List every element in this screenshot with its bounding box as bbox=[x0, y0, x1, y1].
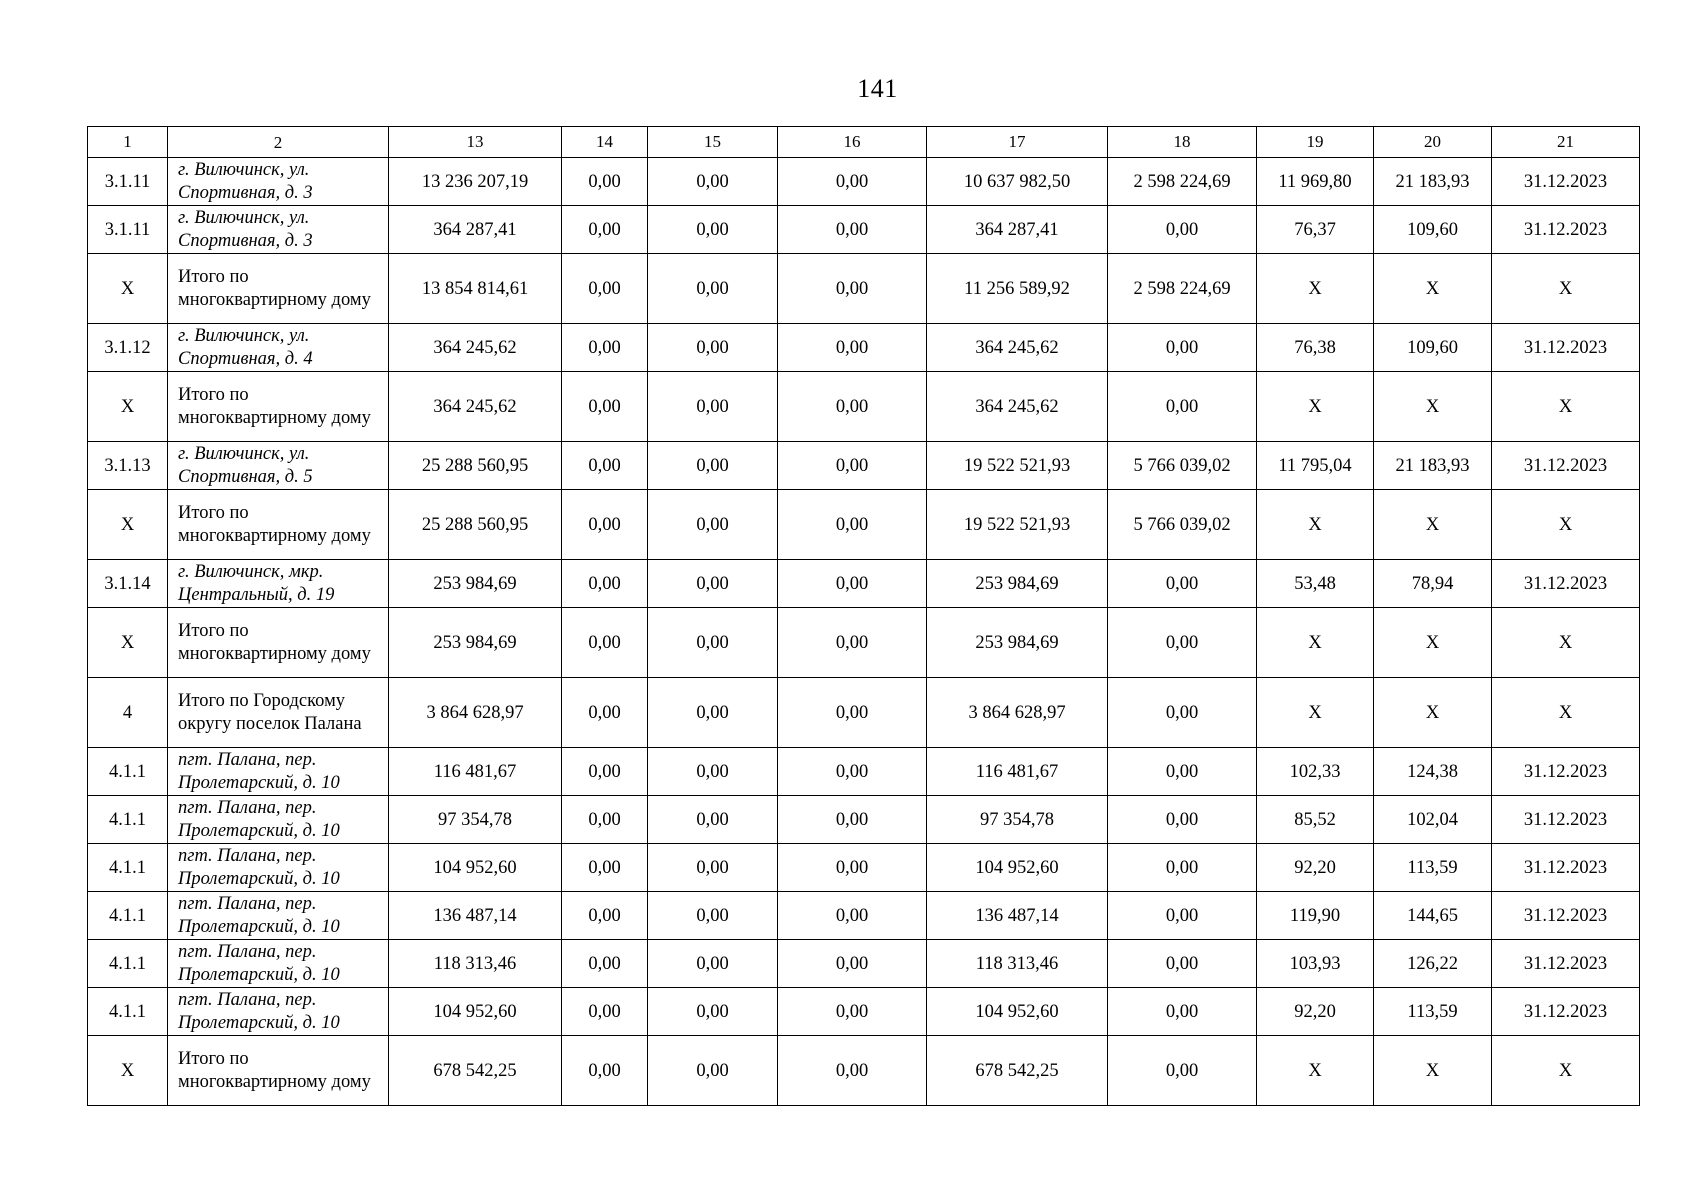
value-cell: 97 354,78 bbox=[927, 796, 1108, 844]
value-cell: 0,00 bbox=[778, 940, 927, 988]
value-cell: 0,00 bbox=[1108, 1036, 1257, 1106]
value-cell: 0,00 bbox=[562, 892, 648, 940]
address-cell: г. Вилючинск, ул. Спортивная, д. 3 bbox=[168, 206, 389, 254]
column-header: 14 bbox=[562, 127, 648, 158]
value-cell: 0,00 bbox=[778, 1036, 927, 1106]
value-cell: 102,33 bbox=[1257, 748, 1374, 796]
value-cell: 118 313,46 bbox=[389, 940, 562, 988]
value-cell: 0,00 bbox=[562, 940, 648, 988]
value-cell: 92,20 bbox=[1257, 988, 1374, 1036]
value-cell: 116 481,67 bbox=[927, 748, 1108, 796]
value-cell: X bbox=[1374, 608, 1492, 678]
value-cell: 0,00 bbox=[648, 796, 778, 844]
value-cell: 0,00 bbox=[778, 844, 927, 892]
value-cell: 31.12.2023 bbox=[1492, 844, 1640, 892]
value-cell: 97 354,78 bbox=[389, 796, 562, 844]
address-cell: пгт. Палана, пер. Пролетарский, д. 10 bbox=[168, 796, 389, 844]
total-row bbox=[88, 1036, 1640, 1106]
table-row bbox=[88, 844, 1640, 892]
value-cell: 0,00 bbox=[648, 678, 778, 748]
value-cell: 0,00 bbox=[562, 1036, 648, 1106]
value-cell: 0,00 bbox=[778, 490, 927, 560]
value-cell: 0,00 bbox=[562, 988, 648, 1036]
value-cell: 76,38 bbox=[1257, 324, 1374, 372]
value-cell: X bbox=[1492, 254, 1640, 324]
value-cell: 31.12.2023 bbox=[1492, 892, 1640, 940]
value-cell: X bbox=[1257, 678, 1374, 748]
value-cell: 0,00 bbox=[778, 608, 927, 678]
table-row bbox=[88, 748, 1640, 796]
total-row bbox=[88, 490, 1640, 560]
value-cell: 53,48 bbox=[1257, 560, 1374, 608]
value-cell: 0,00 bbox=[1108, 608, 1257, 678]
value-cell: X bbox=[1257, 254, 1374, 324]
row-number-cell: X bbox=[88, 608, 168, 678]
table-row bbox=[88, 560, 1640, 608]
table-row bbox=[88, 988, 1640, 1036]
value-cell: 31.12.2023 bbox=[1492, 158, 1640, 206]
total-row bbox=[88, 608, 1640, 678]
value-cell: 364 287,41 bbox=[927, 206, 1108, 254]
value-cell: 0,00 bbox=[778, 892, 927, 940]
value-cell: X bbox=[1374, 678, 1492, 748]
value-cell: 0,00 bbox=[778, 254, 927, 324]
column-header: 20 bbox=[1374, 127, 1492, 158]
total-row bbox=[88, 678, 1640, 748]
value-cell: 0,00 bbox=[778, 748, 927, 796]
column-header: 1 bbox=[88, 127, 168, 158]
address-cell: Итого по многоквартирному дому bbox=[168, 254, 389, 324]
value-cell: 0,00 bbox=[562, 254, 648, 324]
value-cell: 0,00 bbox=[562, 796, 648, 844]
row-number-cell: 4 bbox=[88, 678, 168, 748]
table-row bbox=[88, 324, 1640, 372]
value-cell: 253 984,69 bbox=[927, 560, 1108, 608]
table-row bbox=[88, 796, 1640, 844]
value-cell: 116 481,67 bbox=[389, 748, 562, 796]
address-cell: Итого по многоквартирному дому bbox=[168, 372, 389, 442]
value-cell: 10 637 982,50 bbox=[927, 158, 1108, 206]
value-cell: X bbox=[1492, 490, 1640, 560]
value-cell: 104 952,60 bbox=[389, 988, 562, 1036]
value-cell: 31.12.2023 bbox=[1492, 442, 1640, 490]
address-cell: пгт. Палана, пер. Пролетарский, д. 10 bbox=[168, 844, 389, 892]
value-cell: 0,00 bbox=[648, 324, 778, 372]
value-cell: 113,59 bbox=[1374, 988, 1492, 1036]
value-cell: 0,00 bbox=[648, 892, 778, 940]
value-cell: 0,00 bbox=[648, 988, 778, 1036]
value-cell: 0,00 bbox=[778, 442, 927, 490]
value-cell: 92,20 bbox=[1257, 844, 1374, 892]
value-cell: 678 542,25 bbox=[927, 1036, 1108, 1106]
value-cell: 76,37 bbox=[1257, 206, 1374, 254]
address-cell: Итого по многоквартирному дому bbox=[168, 608, 389, 678]
value-cell: 0,00 bbox=[778, 372, 927, 442]
value-cell: 0,00 bbox=[1108, 206, 1257, 254]
value-cell: 0,00 bbox=[648, 844, 778, 892]
address-cell: Итого по многоквартирному дому bbox=[168, 1036, 389, 1106]
value-cell: X bbox=[1257, 490, 1374, 560]
value-cell: 25 288 560,95 bbox=[389, 490, 562, 560]
value-cell: 102,04 bbox=[1374, 796, 1492, 844]
row-number-cell: 3.1.14 bbox=[88, 560, 168, 608]
column-header: 17 bbox=[927, 127, 1108, 158]
value-cell: 136 487,14 bbox=[389, 892, 562, 940]
address-cell: г. Вилючинск, ул. Спортивная, д. 5 bbox=[168, 442, 389, 490]
value-cell: 31.12.2023 bbox=[1492, 324, 1640, 372]
value-cell: 31.12.2023 bbox=[1492, 206, 1640, 254]
page-number: 141 bbox=[857, 74, 898, 103]
value-cell: 0,00 bbox=[648, 442, 778, 490]
table-row bbox=[88, 442, 1640, 490]
row-number-cell: X bbox=[88, 1036, 168, 1106]
value-cell: 25 288 560,95 bbox=[389, 442, 562, 490]
data-table bbox=[87, 126, 1640, 1106]
table-row bbox=[88, 940, 1640, 988]
row-number-cell: X bbox=[88, 254, 168, 324]
address-cell: пгт. Палана, пер. Пролетарский, д. 10 bbox=[168, 940, 389, 988]
value-cell: 5 766 039,02 bbox=[1108, 442, 1257, 490]
value-cell: 109,60 bbox=[1374, 324, 1492, 372]
value-cell: 31.12.2023 bbox=[1492, 560, 1640, 608]
value-cell: 11 795,04 bbox=[1257, 442, 1374, 490]
row-number-cell: 3.1.13 bbox=[88, 442, 168, 490]
value-cell: 253 984,69 bbox=[389, 608, 562, 678]
table-row bbox=[88, 158, 1640, 206]
value-cell: 31.12.2023 bbox=[1492, 940, 1640, 988]
row-number-cell: 4.1.1 bbox=[88, 844, 168, 892]
value-cell: 0,00 bbox=[1108, 560, 1257, 608]
value-cell: 364 245,62 bbox=[389, 372, 562, 442]
value-cell: 0,00 bbox=[562, 560, 648, 608]
column-header: 18 bbox=[1108, 127, 1257, 158]
address-cell: пгт. Палана, пер. Пролетарский, д. 10 bbox=[168, 988, 389, 1036]
value-cell: X bbox=[1492, 372, 1640, 442]
value-cell: 109,60 bbox=[1374, 206, 1492, 254]
value-cell: 678 542,25 bbox=[389, 1036, 562, 1106]
value-cell: X bbox=[1374, 490, 1492, 560]
value-cell: 0,00 bbox=[1108, 372, 1257, 442]
value-cell: 0,00 bbox=[1108, 324, 1257, 372]
row-number-cell: 4.1.1 bbox=[88, 988, 168, 1036]
column-header: 21 bbox=[1492, 127, 1640, 158]
value-cell: 0,00 bbox=[648, 490, 778, 560]
value-cell: 0,00 bbox=[778, 158, 927, 206]
address-cell: Итого по многоквартирному дому bbox=[168, 490, 389, 560]
value-cell: 0,00 bbox=[562, 206, 648, 254]
row-number-cell: 4.1.1 bbox=[88, 892, 168, 940]
value-cell: 0,00 bbox=[1108, 844, 1257, 892]
value-cell: X bbox=[1492, 608, 1640, 678]
value-cell: 119,90 bbox=[1257, 892, 1374, 940]
value-cell: 0,00 bbox=[1108, 748, 1257, 796]
value-cell: 0,00 bbox=[778, 988, 927, 1036]
value-cell: 3 864 628,97 bbox=[927, 678, 1108, 748]
value-cell: 0,00 bbox=[648, 608, 778, 678]
value-cell: 0,00 bbox=[562, 748, 648, 796]
value-cell: 0,00 bbox=[648, 1036, 778, 1106]
value-cell: 31.12.2023 bbox=[1492, 796, 1640, 844]
address-cell: г. Вилючинск, ул. Спортивная, д. 3 bbox=[168, 158, 389, 206]
value-cell: 0,00 bbox=[1108, 892, 1257, 940]
value-cell: 364 245,62 bbox=[389, 324, 562, 372]
value-cell: 13 854 814,61 bbox=[389, 254, 562, 324]
value-cell: 0,00 bbox=[648, 940, 778, 988]
column-header: 13 bbox=[389, 127, 562, 158]
value-cell: 0,00 bbox=[1108, 678, 1257, 748]
value-cell: 0,00 bbox=[778, 796, 927, 844]
value-cell: X bbox=[1492, 678, 1640, 748]
value-cell: 364 245,62 bbox=[927, 372, 1108, 442]
value-cell: 0,00 bbox=[648, 254, 778, 324]
value-cell: 31.12.2023 bbox=[1492, 748, 1640, 796]
value-cell: 126,22 bbox=[1374, 940, 1492, 988]
value-cell: 103,93 bbox=[1257, 940, 1374, 988]
value-cell: 21 183,93 bbox=[1374, 158, 1492, 206]
address-cell: Итого по Городскому округу поселок Палана bbox=[168, 678, 389, 748]
table-row bbox=[88, 206, 1640, 254]
row-number-cell: 3.1.12 bbox=[88, 324, 168, 372]
value-cell: 364 245,62 bbox=[927, 324, 1108, 372]
value-cell: 85,52 bbox=[1257, 796, 1374, 844]
address-cell: г. Вилючинск, ул. Спортивная, д. 4 bbox=[168, 324, 389, 372]
value-cell: 118 313,46 bbox=[927, 940, 1108, 988]
value-cell: 78,94 bbox=[1374, 560, 1492, 608]
value-cell: 113,59 bbox=[1374, 844, 1492, 892]
value-cell: 0,00 bbox=[562, 442, 648, 490]
row-number-cell: 4.1.1 bbox=[88, 940, 168, 988]
value-cell: 0,00 bbox=[648, 206, 778, 254]
value-cell: 0,00 bbox=[562, 608, 648, 678]
value-cell: 144,65 bbox=[1374, 892, 1492, 940]
address-cell: пгт. Палана, пер. Пролетарский, д. 10 bbox=[168, 748, 389, 796]
row-number-cell: 4.1.1 bbox=[88, 796, 168, 844]
value-cell: 19 522 521,93 bbox=[927, 442, 1108, 490]
value-cell: 136 487,14 bbox=[927, 892, 1108, 940]
value-cell: X bbox=[1374, 254, 1492, 324]
value-cell: 0,00 bbox=[648, 748, 778, 796]
value-cell: 19 522 521,93 bbox=[927, 490, 1108, 560]
value-cell: 253 984,69 bbox=[389, 560, 562, 608]
value-cell: 364 287,41 bbox=[389, 206, 562, 254]
value-cell: 0,00 bbox=[562, 372, 648, 442]
row-number-cell: 3.1.11 bbox=[88, 206, 168, 254]
column-header: 15 bbox=[648, 127, 778, 158]
value-cell: 0,00 bbox=[562, 324, 648, 372]
row-number-cell: X bbox=[88, 372, 168, 442]
column-header: 16 bbox=[778, 127, 927, 158]
value-cell: 0,00 bbox=[648, 372, 778, 442]
value-cell: X bbox=[1257, 372, 1374, 442]
value-cell: 3 864 628,97 bbox=[389, 678, 562, 748]
value-cell: 0,00 bbox=[778, 206, 927, 254]
column-header: 19 bbox=[1257, 127, 1374, 158]
value-cell: 0,00 bbox=[648, 560, 778, 608]
value-cell: 0,00 bbox=[648, 158, 778, 206]
value-cell: 31.12.2023 bbox=[1492, 988, 1640, 1036]
row-number-cell: X bbox=[88, 490, 168, 560]
value-cell: 21 183,93 bbox=[1374, 442, 1492, 490]
row-number-cell: 3.1.11 bbox=[88, 158, 168, 206]
row-number-cell: 4.1.1 bbox=[88, 748, 168, 796]
total-row bbox=[88, 372, 1640, 442]
value-cell: 104 952,60 bbox=[389, 844, 562, 892]
column-header: 2 bbox=[168, 127, 389, 158]
value-cell: X bbox=[1374, 372, 1492, 442]
value-cell: 0,00 bbox=[778, 324, 927, 372]
value-cell: 2 598 224,69 bbox=[1108, 254, 1257, 324]
value-cell: 104 952,60 bbox=[927, 844, 1108, 892]
value-cell: 0,00 bbox=[562, 844, 648, 892]
value-cell: 0,00 bbox=[1108, 940, 1257, 988]
value-cell: 0,00 bbox=[1108, 988, 1257, 1036]
value-cell: 11 969,80 bbox=[1257, 158, 1374, 206]
value-cell: 0,00 bbox=[1108, 796, 1257, 844]
address-cell: г. Вилючинск, мкр. Центральный, д. 19 bbox=[168, 560, 389, 608]
value-cell: 13 236 207,19 bbox=[389, 158, 562, 206]
value-cell: 253 984,69 bbox=[927, 608, 1108, 678]
value-cell: 0,00 bbox=[562, 158, 648, 206]
table-row bbox=[88, 892, 1640, 940]
value-cell: 2 598 224,69 bbox=[1108, 158, 1257, 206]
value-cell: 104 952,60 bbox=[927, 988, 1108, 1036]
value-cell: 0,00 bbox=[562, 490, 648, 560]
value-cell: 0,00 bbox=[562, 678, 648, 748]
value-cell: X bbox=[1257, 608, 1374, 678]
address-cell: пгт. Палана, пер. Пролетарский, д. 10 bbox=[168, 892, 389, 940]
value-cell: 124,38 bbox=[1374, 748, 1492, 796]
total-row bbox=[88, 254, 1640, 324]
value-cell: X bbox=[1492, 1036, 1640, 1106]
value-cell: X bbox=[1374, 1036, 1492, 1106]
header-row bbox=[88, 127, 1640, 158]
value-cell: X bbox=[1257, 1036, 1374, 1106]
value-cell: 0,00 bbox=[778, 560, 927, 608]
value-cell: 0,00 bbox=[778, 678, 927, 748]
value-cell: 5 766 039,02 bbox=[1108, 490, 1257, 560]
value-cell: 11 256 589,92 bbox=[927, 254, 1108, 324]
